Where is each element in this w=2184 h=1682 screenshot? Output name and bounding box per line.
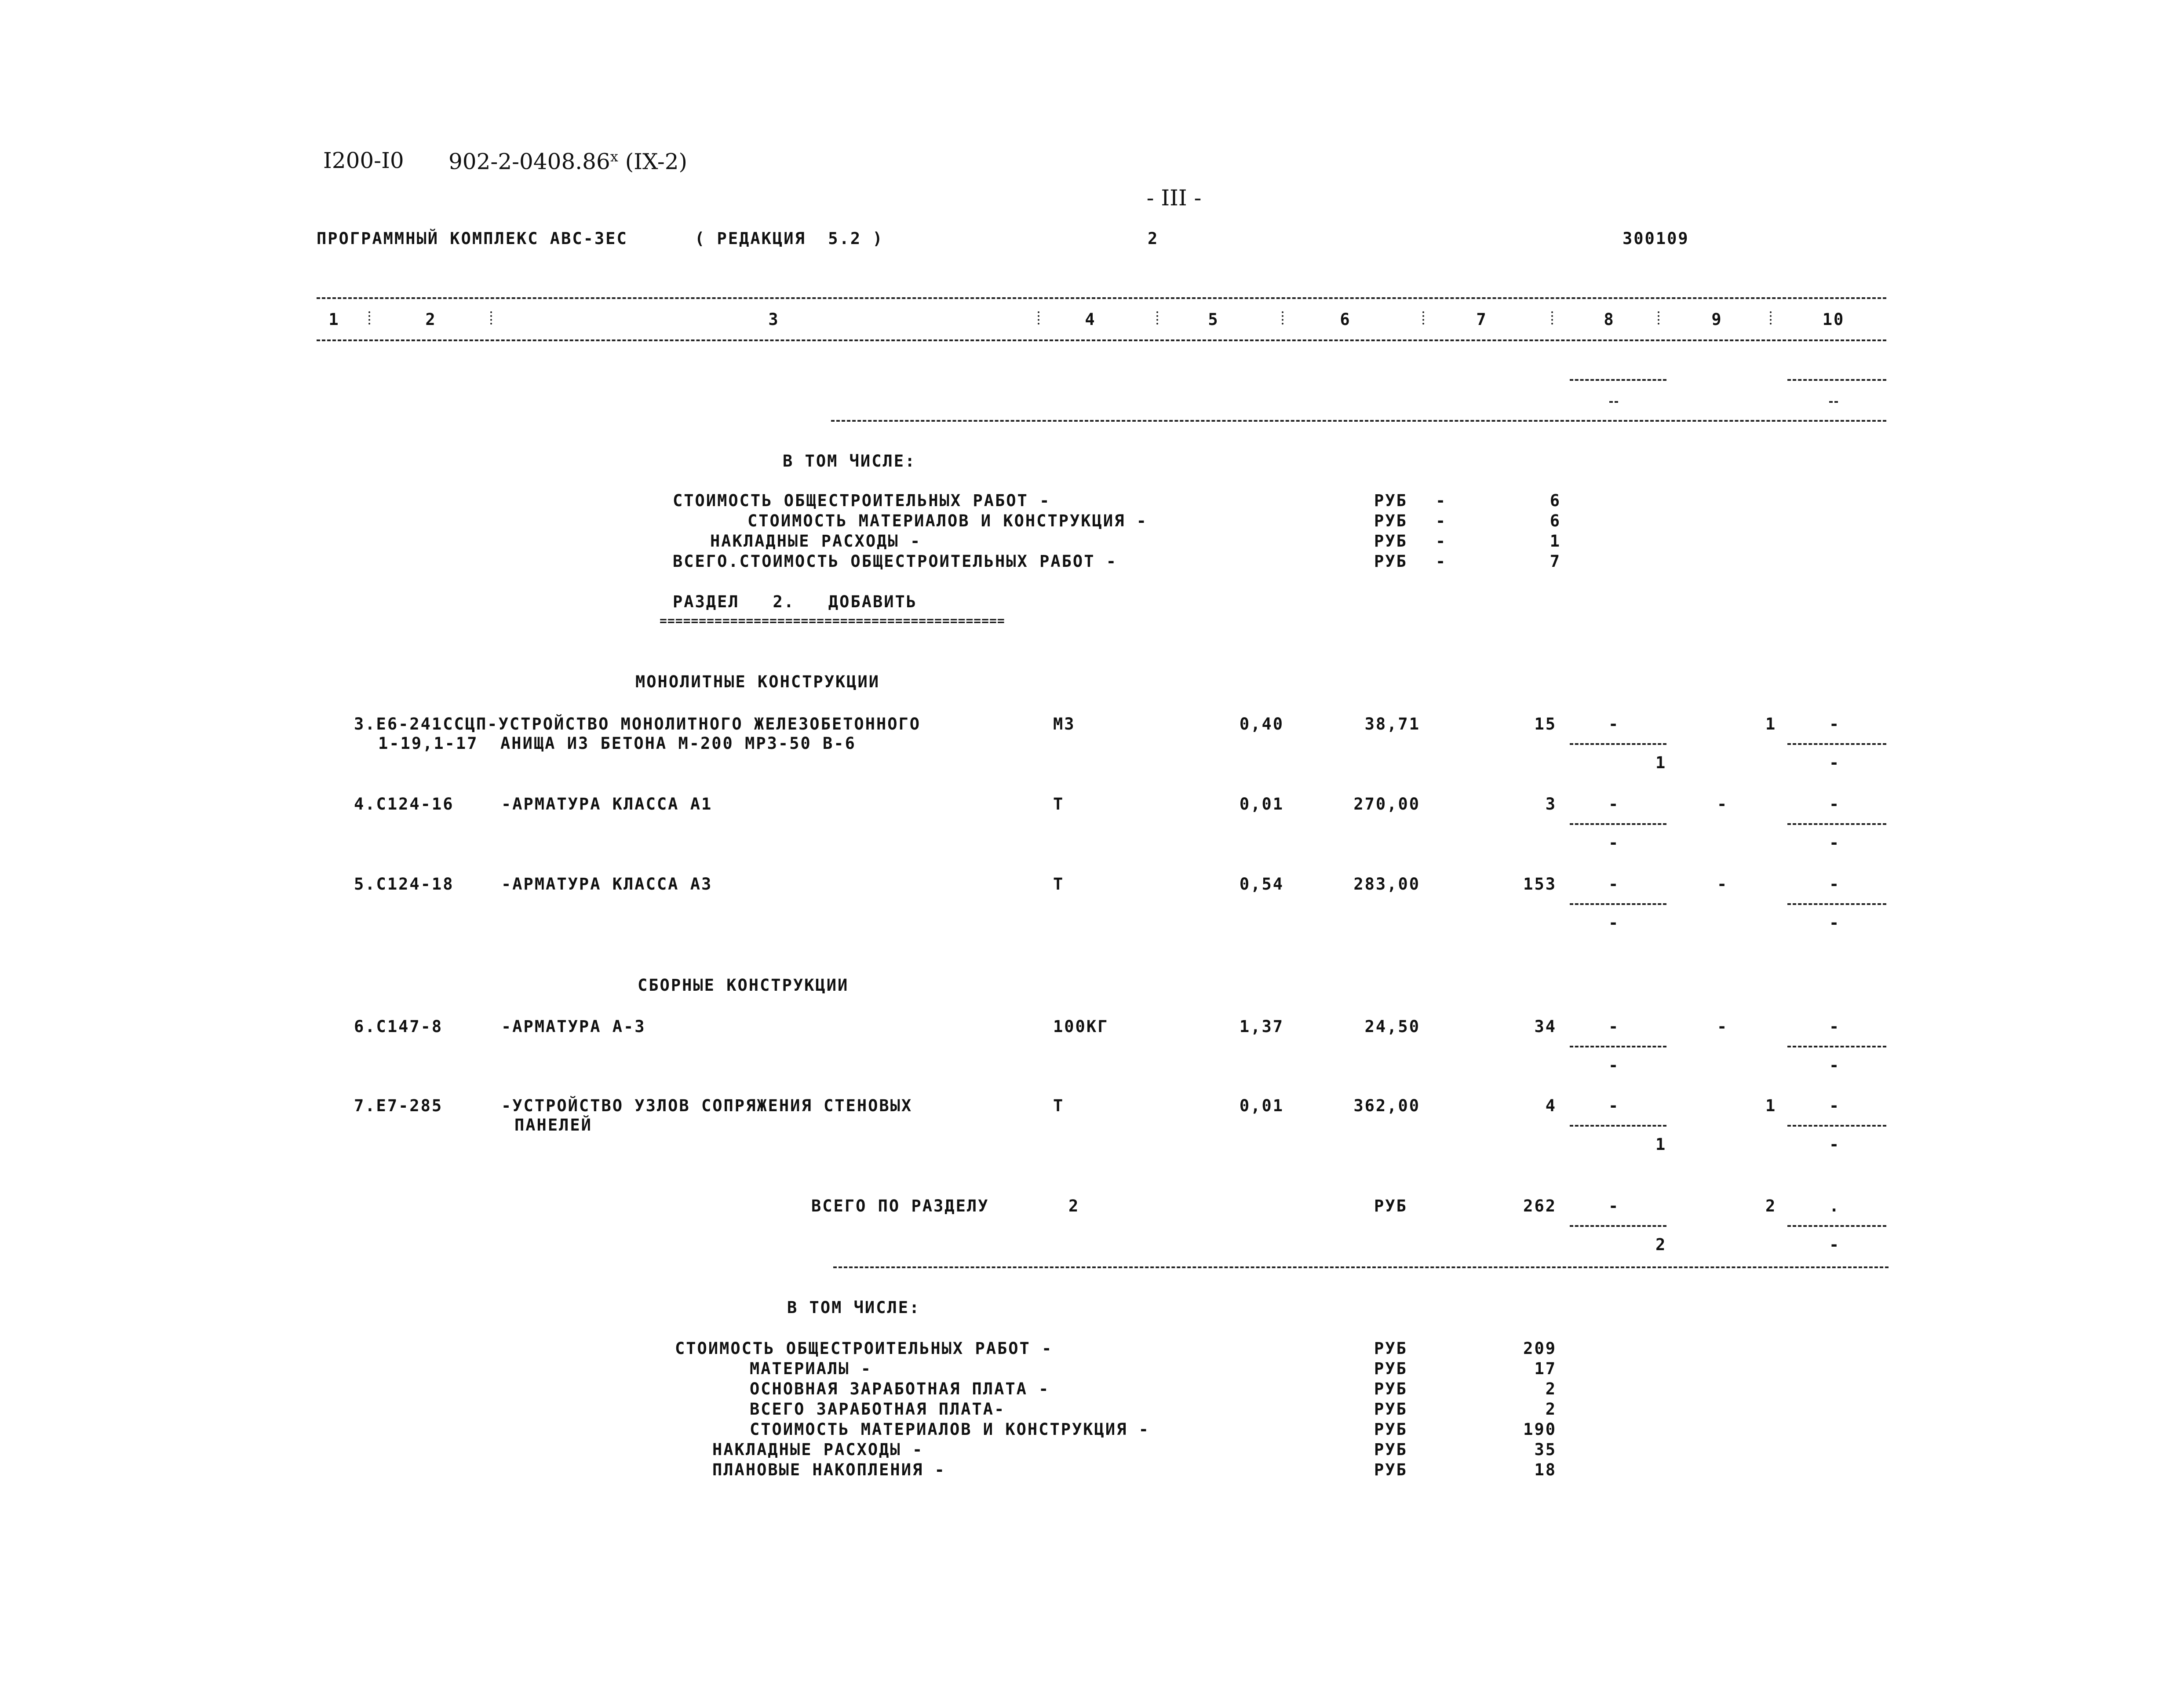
item-col10-top: -	[1829, 715, 1841, 733]
item-price: 24,50	[1364, 1017, 1420, 1036]
item-unit: Т	[1053, 875, 1065, 894]
summary2-row-label: ВСЕГО ЗАРАБОТНАЯ ПЛАТА-	[750, 1400, 1006, 1419]
item-total: 15	[1534, 715, 1557, 733]
item-unit: М3	[1053, 715, 1076, 733]
section-total-col8-top: -	[1608, 1197, 1620, 1215]
summary2-row-label: СТОИМОСТЬ ОБЩЕСТРОИТЕЛЬНЫХ РАБОТ -	[675, 1339, 1053, 1358]
program-page: 2	[1148, 229, 1159, 248]
item-col10-bottom: -	[1829, 833, 1841, 852]
item-total: 153	[1523, 875, 1557, 894]
item-col9: 1	[1765, 715, 1777, 733]
summary1-row-dash: -	[1436, 511, 1447, 530]
item-total: 3	[1545, 795, 1557, 814]
item-col10-top: -	[1829, 795, 1841, 814]
column-header-7: 7	[1476, 310, 1488, 329]
summary2-row-label: СТОИМОСТЬ МАТЕРИАЛОВ И КОНСТРУКЦИЯ -	[750, 1420, 1150, 1439]
item-col8-top: -	[1608, 715, 1620, 733]
summary2-row-label: ПЛАНОВЫЕ НАКОПЛЕНИЯ -	[712, 1460, 946, 1479]
section-total-unit: РУБ	[1374, 1197, 1407, 1215]
section-title: РАЗДЕЛ 2. ДОБАВИТЬ	[673, 592, 918, 611]
summary1-label: В ТОМ ЧИСЛЕ:	[783, 452, 916, 471]
item-quantity: 0,54	[1239, 875, 1284, 894]
column-header-4: 4	[1085, 310, 1096, 329]
item-quantity: 0,40	[1239, 715, 1284, 733]
section-total-col8-rule	[1570, 1225, 1666, 1227]
section-total-col9: 2	[1765, 1197, 1777, 1215]
column-separator	[368, 311, 370, 325]
summary2-row-value: 18	[1534, 1460, 1557, 1479]
summary1-row-dash: -	[1436, 532, 1447, 551]
item-unit: Т	[1053, 1096, 1065, 1115]
item-col8-rule	[1570, 1046, 1666, 1047]
summary1-row-label: СТОИМОСТЬ ОБЩЕСТРОИТЕЛЬНЫХ РАБОТ -	[673, 491, 1051, 510]
item-col10-rule	[1787, 823, 1886, 825]
summary1-row-value: 6	[1550, 491, 1561, 510]
document-number-suffix: (IX-2)	[625, 149, 688, 175]
column-header-10: 10	[1822, 310, 1845, 329]
summary1-row-dash: -	[1436, 491, 1447, 510]
item-col10-top: -	[1829, 1096, 1841, 1115]
carry-mark-col8	[1609, 401, 1618, 403]
item-col10-bottom: -	[1829, 1135, 1841, 1154]
item-col8-top: -	[1608, 1096, 1620, 1115]
item-price: 362,00	[1353, 1096, 1420, 1115]
summary1-row-unit: РУБ	[1374, 511, 1407, 530]
column-separator	[1551, 311, 1553, 325]
item-col8-rule	[1570, 1125, 1666, 1127]
document-number	[448, 150, 687, 173]
column-header-1: 1	[328, 310, 340, 329]
document-number-sup: x	[610, 148, 618, 165]
summary2-row-value: 2	[1545, 1379, 1557, 1398]
carry-dash-col8	[1570, 379, 1666, 381]
carry-mark-col10	[1829, 401, 1838, 403]
section-total-col10-rule	[1787, 1225, 1886, 1227]
summary2-row-value: 17	[1534, 1359, 1557, 1378]
column-separator	[1282, 311, 1283, 325]
item-col8-top: -	[1608, 795, 1620, 814]
column-header-6: 6	[1340, 310, 1351, 329]
group-title-monolithic: МОНОЛИТНЫЕ КОНСТРУКЦИИ	[635, 672, 880, 691]
summary1-row-label: НАКЛАДНЫЕ РАСХОДЫ -	[710, 532, 922, 551]
item-col10-rule	[1787, 743, 1886, 745]
section-total-col10-top: .	[1829, 1197, 1841, 1215]
column-header-9: 9	[1711, 310, 1723, 329]
header-rule-bottom	[317, 339, 1886, 341]
summary2-row-unit: РУБ	[1374, 1460, 1407, 1479]
column-separator	[1658, 311, 1659, 325]
item-col8-bottom: -	[1608, 913, 1620, 932]
carry-dash-col10	[1787, 379, 1886, 381]
column-header-3: 3	[768, 310, 780, 329]
section-total-number: 2	[1068, 1197, 1080, 1215]
column-header-8: 8	[1604, 310, 1615, 329]
item-code: 3.Е6-241ССЦП-УСТРОЙСТВО МОНОЛИТНОГО ЖЕЛЕЗОБЕТОННОГО	[354, 715, 921, 733]
section-total-value: 262	[1523, 1197, 1557, 1215]
section-total-col8-bottom: 2	[1655, 1235, 1667, 1254]
summary2-row-value: 190	[1523, 1420, 1557, 1439]
item-unit: 100КГ	[1053, 1017, 1109, 1036]
item-col8-top: -	[1608, 875, 1620, 894]
item-quantity: 0,01	[1239, 795, 1284, 814]
item-total: 34	[1534, 1017, 1557, 1036]
summary2-row-label: ОСНОВНАЯ ЗАРАБОТНАЯ ПЛАТА -	[750, 1379, 1050, 1398]
column-separator	[1038, 311, 1039, 325]
summary1-row-label: ВСЕГО.СТОИМОСТЬ ОБЩЕСТРОИТЕЛЬНЫХ РАБОТ -	[673, 552, 1118, 571]
item-col8-bottom: -	[1608, 1056, 1620, 1075]
item-total: 4	[1545, 1096, 1557, 1115]
item-col10-rule	[1787, 1046, 1886, 1047]
item-col8-bottom: -	[1608, 833, 1620, 852]
summary2-row-unit: РУБ	[1374, 1339, 1407, 1358]
document-number-main: 902-2-0408.86	[448, 149, 610, 175]
item-price: 283,00	[1353, 875, 1420, 894]
summary1-row-unit: РУБ	[1374, 532, 1407, 551]
item-col10-bottom: -	[1829, 1056, 1841, 1075]
item-name: -АРМАТУРА КЛАССА А1	[501, 795, 713, 814]
summary2-row-unit: РУБ	[1374, 1379, 1407, 1398]
item-col9: 1	[1765, 1096, 1777, 1115]
summary2-row-unit: РУБ	[1374, 1359, 1407, 1378]
summary1-row-dash: -	[1436, 552, 1447, 571]
item-name: -АРМАТУРА А-3	[501, 1017, 646, 1036]
item-price: 270,00	[1353, 795, 1420, 814]
item-name-continuation: ПАНЕЛЕЙ	[514, 1116, 592, 1135]
item-code: 7.Е7-285	[354, 1096, 443, 1115]
item-price: 38,71	[1364, 715, 1420, 733]
section-title-underline: ============================================	[660, 613, 1005, 628]
summary2-row-label: МАТЕРИАЛЫ -	[750, 1359, 872, 1378]
item-col9: -	[1717, 1017, 1728, 1036]
summary1-rule	[831, 420, 1886, 422]
column-separator	[1422, 311, 1424, 325]
item-quantity: 1,37	[1239, 1017, 1284, 1036]
item-code: 6.С147-8	[354, 1017, 443, 1036]
item-col10-top: -	[1829, 1017, 1841, 1036]
document-code: I200-I0	[323, 148, 404, 173]
page-number: - III -	[1146, 185, 1202, 211]
summary2-row-label: НАКЛАДНЫЕ РАСХОДЫ -	[712, 1440, 924, 1459]
item-col10-rule	[1787, 903, 1886, 905]
column-header-2: 2	[425, 310, 437, 329]
summary2-row-unit: РУБ	[1374, 1420, 1407, 1439]
section-total-col10-bottom: -	[1829, 1235, 1841, 1254]
item-col8-rule	[1570, 743, 1666, 745]
summary1-row-value: 7	[1550, 552, 1561, 571]
summary1-row-value: 6	[1550, 511, 1561, 530]
column-separator	[490, 311, 492, 325]
item-code: 5.С124-18	[354, 875, 454, 894]
item-col8-bottom: 1	[1655, 1135, 1667, 1154]
summary1-row-unit: РУБ	[1374, 552, 1407, 571]
item-code: 4.С124-16	[354, 795, 454, 814]
summary2-row-value: 35	[1534, 1440, 1557, 1459]
section-total-label: ВСЕГО ПО РАЗДЕЛУ	[811, 1197, 989, 1215]
column-header-5: 5	[1208, 310, 1219, 329]
summary2-row-value: 209	[1523, 1339, 1557, 1358]
item-code-continuation: 1-19,1-17 АНИЩА ИЗ БЕТОНА М-200 МРЗ-50 В-6	[378, 734, 856, 753]
summary2-row-value: 2	[1545, 1400, 1557, 1419]
summary1-row-label: СТОИМОСТЬ МАТЕРИАЛОВ И КОНСТРУКЦИЯ -	[747, 511, 1148, 530]
item-name: -УСТРОЙСТВО УЗЛОВ СОПРЯЖЕНИЯ СТЕНОВЫХ	[501, 1096, 913, 1115]
item-col8-rule	[1570, 823, 1666, 825]
summary1-row-unit: РУБ	[1374, 491, 1407, 510]
item-col10-bottom: -	[1829, 753, 1841, 772]
item-col8-bottom: 1	[1655, 753, 1667, 772]
item-unit: Т	[1053, 795, 1065, 814]
item-col8-top: -	[1608, 1017, 1620, 1036]
summary2-row-unit: РУБ	[1374, 1440, 1407, 1459]
item-col9: -	[1717, 875, 1728, 894]
item-col9: -	[1717, 795, 1728, 814]
program-title: ПРОГРАММНЫЙ КОМПЛЕКС АВС-3ЕС	[317, 229, 628, 248]
summary2-row-unit: РУБ	[1374, 1400, 1407, 1419]
item-col10-top: -	[1829, 875, 1841, 894]
summary2-label: В ТОМ ЧИСЛЕ:	[787, 1298, 921, 1317]
item-col8-rule	[1570, 903, 1666, 905]
column-separator	[1770, 311, 1772, 325]
column-separator	[1156, 311, 1158, 325]
program-edition: ( РЕДАКЦИЯ 5.2 )	[695, 229, 884, 248]
item-col10-bottom: -	[1829, 913, 1841, 932]
header-rule-top	[317, 297, 1886, 299]
item-name: -АРМАТУРА КЛАССА А3	[501, 875, 713, 894]
item-quantity: 0,01	[1239, 1096, 1284, 1115]
item-col10-rule	[1787, 1125, 1886, 1127]
summary2-rule	[833, 1266, 1889, 1268]
program-code: 300109	[1623, 229, 1689, 248]
summary1-row-value: 1	[1550, 532, 1561, 551]
group-title-prefab: СБОРНЫЕ КОНСТРУКЦИИ	[638, 976, 849, 995]
